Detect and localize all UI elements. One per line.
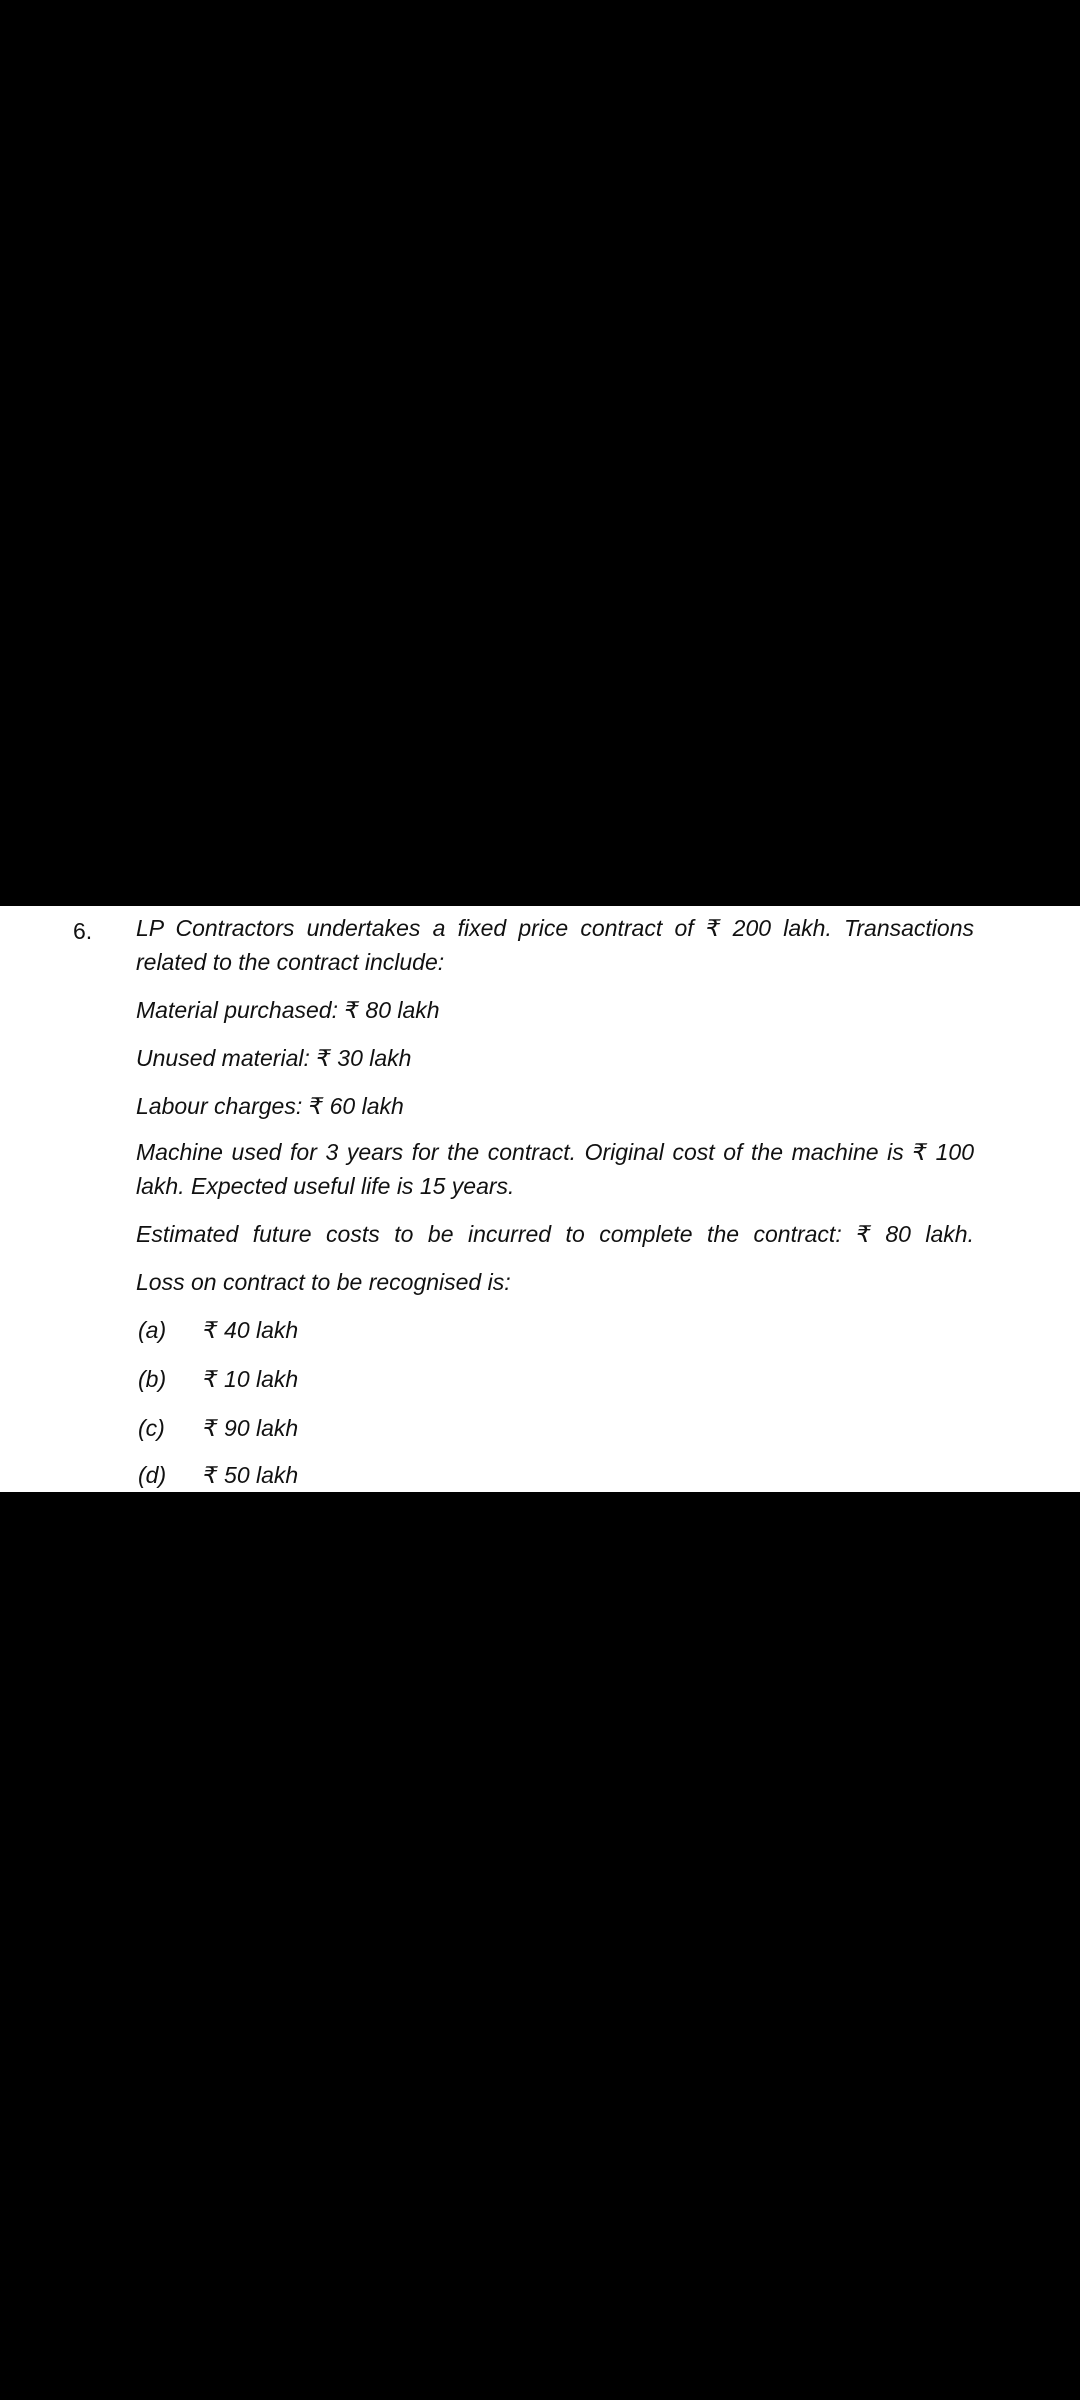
future-costs: Estimated future costs to be incurred to complete the contract: ₹ 80 lakh. [136, 1221, 974, 1247]
question-document [0, 906, 1080, 1492]
question-stem-line-1: LP Contractors undertakes a fixed price contract of ₹ 200 lakh. Transactions [136, 915, 974, 941]
option-a-text: ₹ 40 lakh [203, 1317, 299, 1343]
material-purchased: Material purchased: ₹ 80 lakh [136, 997, 440, 1023]
question-prompt: Loss on contract to be recognised is: [136, 1269, 511, 1295]
machine-line-2: lakh. Expected useful life is 15 years. [136, 1173, 515, 1199]
question-stem-line-2: related to the contract include: [136, 949, 445, 975]
option-d-text: ₹ 50 lakh [203, 1462, 299, 1488]
option-c-text: ₹ 90 lakh [203, 1415, 299, 1441]
option-a-label: (a) [138, 1317, 167, 1343]
unused-material: Unused material: ₹ 30 lakh [136, 1045, 412, 1071]
option-c-label: (c) [138, 1415, 165, 1441]
option-d-label: (d) [138, 1462, 167, 1488]
machine-line-1: Machine used for 3 years for the contract. Original cost of the machine is ₹ 100 [136, 1139, 974, 1165]
option-b-text: ₹ 10 lakh [203, 1366, 299, 1392]
option-b-label: (b) [138, 1366, 167, 1392]
question-number: 6. [73, 918, 93, 944]
labour-charges: Labour charges: ₹ 60 lakh [136, 1093, 404, 1119]
